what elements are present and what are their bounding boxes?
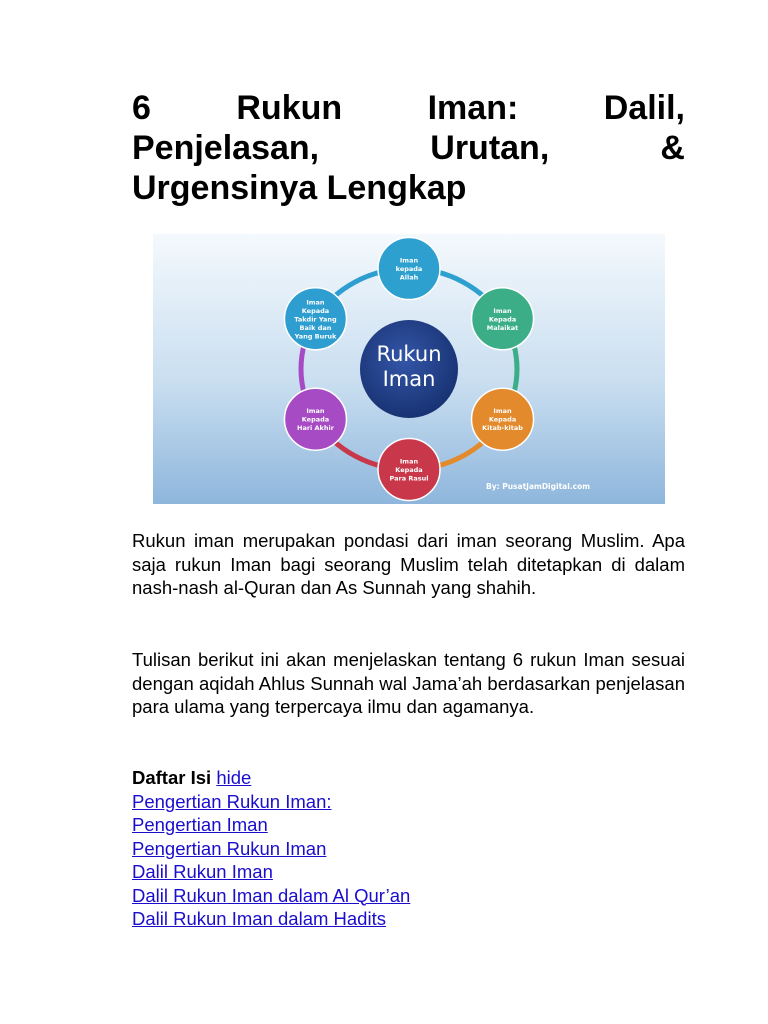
diagram-node-label: Hari Akhir	[297, 424, 334, 433]
rukun-iman-diagram	[153, 234, 665, 504]
title-line-1	[132, 88, 685, 128]
diagram-center-label: Iman	[382, 367, 436, 391]
diagram-node-label: Yang Buruk	[294, 332, 337, 341]
diagram-center-label: Rukun	[376, 342, 442, 366]
title-word: Rukun	[236, 89, 343, 127]
diagram-node-label: kepada	[395, 265, 423, 274]
toc-header	[132, 766, 685, 790]
title-word: Iman:	[427, 89, 519, 127]
toc-link[interactable]: Dalil Rukun Iman	[132, 861, 273, 882]
title-word: &	[660, 129, 685, 167]
diagram-node-label: Iman	[493, 306, 512, 315]
diagram-node-label: Kitab-kitab	[482, 424, 523, 433]
title-word: Dalil,	[603, 89, 685, 127]
intro-paragraph: Rukun iman merupakan pondasi dari iman seorang Muslim. Apa saja rukun Iman bagi seorang Muslim telah ditetapkan di dalam nash-nash al-Quran dan As Sunnah yang shahih.	[132, 530, 685, 598]
diagram-node-label: Allah	[399, 273, 419, 282]
toc-heading: Daftar Isi	[132, 767, 212, 788]
diagram-node-label: Kepada	[488, 415, 517, 424]
toc-link[interactable]: Pengertian Iman	[132, 814, 268, 835]
title-word: Urutan,	[430, 129, 550, 167]
diagram-node-label: Iman	[306, 407, 325, 416]
title-line-2	[132, 128, 685, 168]
toc-link[interactable]: Dalil Rukun Iman dalam Al Qur’an	[132, 884, 411, 906]
diagram-node-label: Malaikat	[486, 323, 519, 332]
purpose-paragraph: Tulisan berikut ini akan menjelaskan tentang 6 rukun Iman sesuai dengan aqidah Ahlus Sunnah wal Jama’ah berdasarkan penjelasan para ulama yang terpercaya ilmu dan agamanya.	[132, 649, 685, 717]
diagram-credit: By: PusatJamDigital.com	[486, 482, 591, 491]
page-title	[132, 88, 685, 208]
diagram-node-label: Takdir Yang	[294, 315, 337, 324]
diagram-node-label: Kepada	[301, 415, 330, 424]
toc-link[interactable]: Dalil Rukun Iman dalam Hadits	[132, 908, 386, 929]
diagram-node-label: Baik dan	[299, 323, 332, 332]
diagram-node-label: Kepada	[395, 465, 423, 474]
diagram-node-label: Kepada	[488, 315, 517, 324]
title-line-3: Urgensinya Lengkap	[132, 169, 467, 207]
title-word: Penjelasan,	[132, 129, 320, 167]
toc-link[interactable]: Pengertian Rukun Iman:	[132, 790, 332, 812]
diagram-node-label: Kepada	[301, 306, 330, 315]
diagram-node-label: Iman	[399, 256, 419, 265]
diagram-node-label: Iman	[399, 457, 419, 466]
toc-link[interactable]: Pengertian Rukun Iman	[132, 837, 327, 859]
diagram-node-label: Iman	[306, 298, 325, 307]
table-of-contents	[132, 766, 685, 931]
toc-hide-link[interactable]: hide	[216, 767, 252, 788]
title-word: 6	[132, 89, 151, 127]
diagram-node-label: Para Rasul	[389, 474, 429, 483]
diagram-node-label: Iman	[493, 407, 512, 416]
